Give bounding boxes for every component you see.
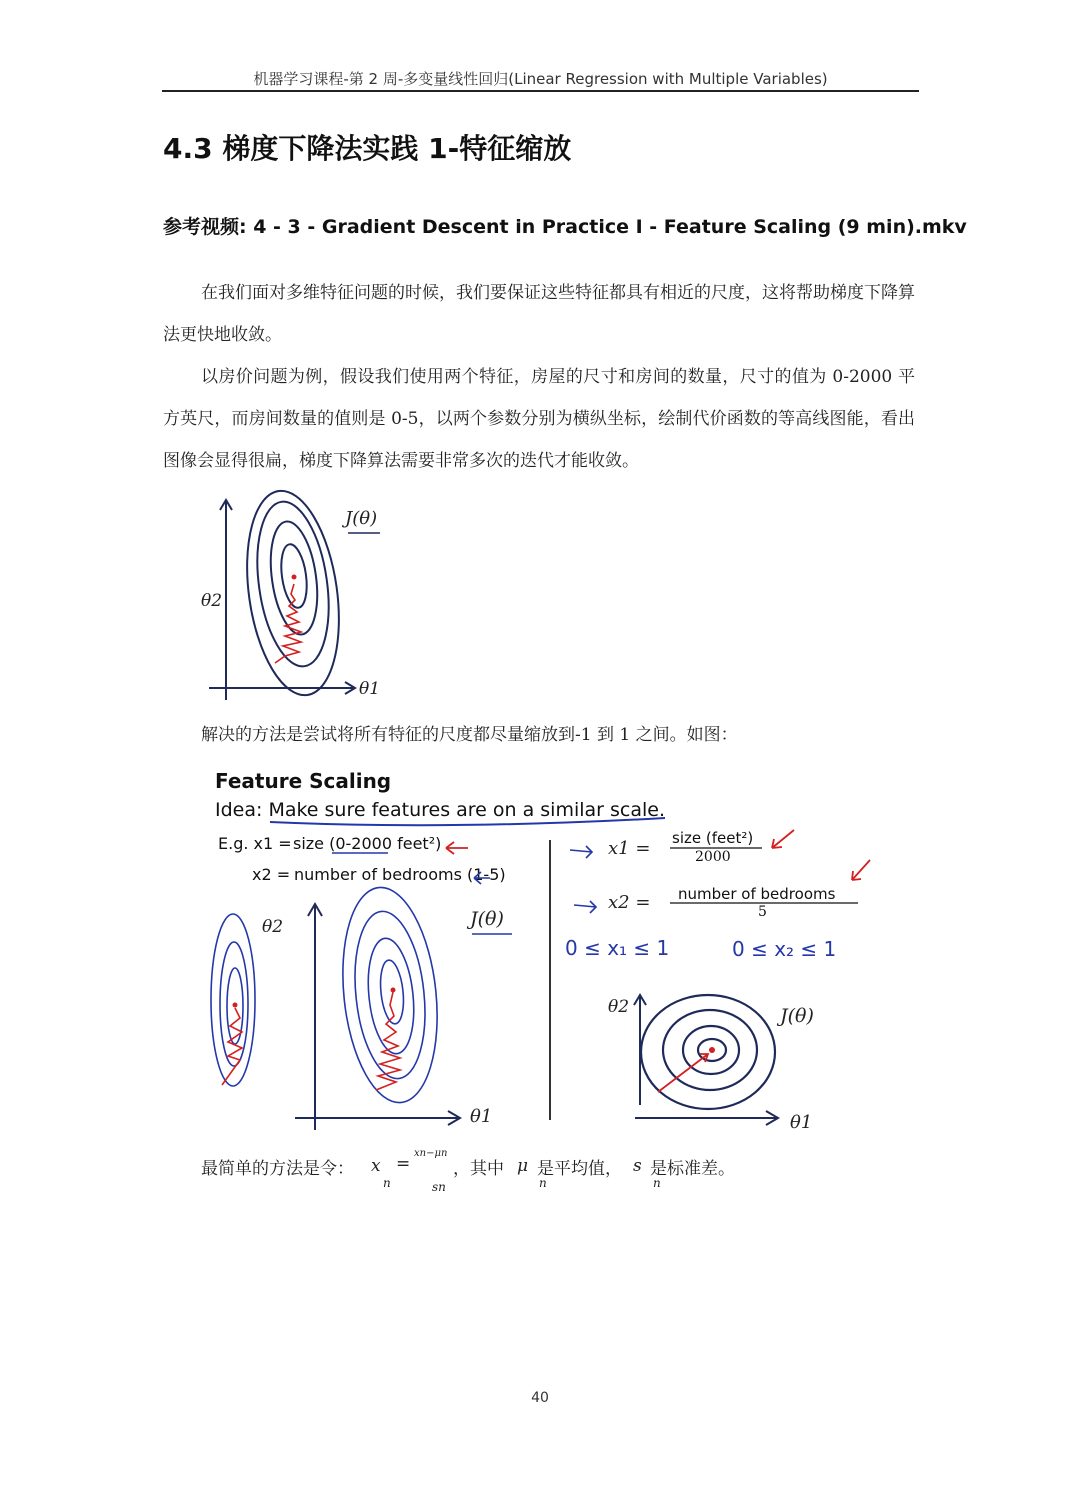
paragraph-2: 以房价问题为例，假设我们使用两个特征，房屋的尺寸和房间的数量，尺寸的值为 0-2000 平方英尺，而房间数量的值则是 0-5，以两个参数分别为横纵坐标，绘制代价函数的等高线图能，看出图像会显得很扁，梯度下降算法需要非常多次的迭代才能收敛。 [163, 367, 915, 471]
range-x2: 0 ≤ x₂ ≤ 1 [732, 937, 837, 961]
formula-x: x [371, 1156, 381, 1176]
range-x1: 0 ≤ x₁ ≤ 1 [565, 936, 670, 960]
x1-denominator: 2000 [695, 849, 731, 865]
red-check-2 [852, 860, 870, 880]
arrow-x2 [574, 901, 596, 913]
eg-bedroom-text: number of bedrooms (1-5) [294, 865, 506, 884]
figure-feature-scaling [200, 760, 880, 1145]
figure-elongated-contours [195, 488, 395, 708]
formula-numerator: xn−μn [414, 1148, 448, 1159]
eg-size-text: size (0-2000 feet²) [293, 834, 442, 853]
normalization-formula [201, 1148, 921, 1198]
x2-equation: x2 = [608, 892, 651, 913]
left-arrow-red [446, 842, 468, 854]
theta2-label: θ2 [201, 591, 223, 611]
solution-text: 解决的方法是尝试将所有特征的尺度都尽量缩放到-1 到 1 之间。如图： [201, 725, 738, 745]
paragraph-1: 在我们面对多维特征问题的时候，我们要保证这些特征都具有相近的尺度，这将帮助梯度下降算法更快地收敛。 [163, 283, 915, 345]
left-theta1: θ1 [470, 1106, 493, 1127]
formula-prefix: 最简单的方法是令： [201, 1159, 354, 1179]
right-theta1: θ1 [790, 1112, 813, 1133]
x1-equation: x1 = [608, 838, 651, 859]
x1-numerator: size (feet²) [672, 829, 754, 847]
reference-video: 参考视频: 4 - 3 - Gradient Descent in Practice I - Feature Scaling (9 min).mkv [163, 216, 967, 238]
right-theta2: θ2 [608, 997, 630, 1017]
arrow-x1 [570, 846, 592, 858]
x2-denominator: 5 [758, 904, 767, 920]
formula-mu: μ [517, 1156, 529, 1176]
formula-mu-sub: n [539, 1176, 547, 1190]
formula-mid1: ，其中 [453, 1159, 504, 1179]
formula-s-sub: n [653, 1176, 661, 1190]
running-header: 机器学习课程-第 2 周-多变量线性回归(Linear Regression with Multiple Variables) [162, 68, 919, 92]
eg-prefix: E.g. x1 = [218, 834, 292, 853]
x2-prefix: x2 = [252, 865, 291, 884]
x2-numerator: number of bedrooms [678, 885, 836, 903]
formula-equals: = [396, 1154, 411, 1174]
contour-outer [235, 488, 351, 701]
middle-cost: J(θ) [470, 908, 504, 930]
formula-end: 是标准差。 [650, 1159, 735, 1179]
slide-idea: Idea: Make sure features are on a similar scale. [215, 799, 666, 821]
minimum-point [292, 575, 297, 580]
slide-title: Feature Scaling [215, 769, 392, 793]
narrow-zigzag [222, 1008, 242, 1085]
cost-label: J(θ) [345, 508, 378, 529]
formula-mid2: 是平均值， [537, 1159, 622, 1179]
right-cost: J(θ) [780, 1005, 814, 1027]
formula-denominator: sn [432, 1180, 446, 1194]
narrow-contours [211, 914, 255, 1086]
theta1-label: θ1 [359, 679, 381, 699]
formula-s: s [633, 1156, 642, 1176]
formula-x-sub: n [383, 1176, 391, 1190]
page-number: 40 [531, 1390, 549, 1406]
circular-contours [641, 995, 775, 1109]
section-title: 4.3 梯度下降法实践 1-特征缩放 [163, 132, 572, 165]
red-check-1 [772, 830, 794, 848]
left-theta2: θ2 [262, 917, 284, 937]
